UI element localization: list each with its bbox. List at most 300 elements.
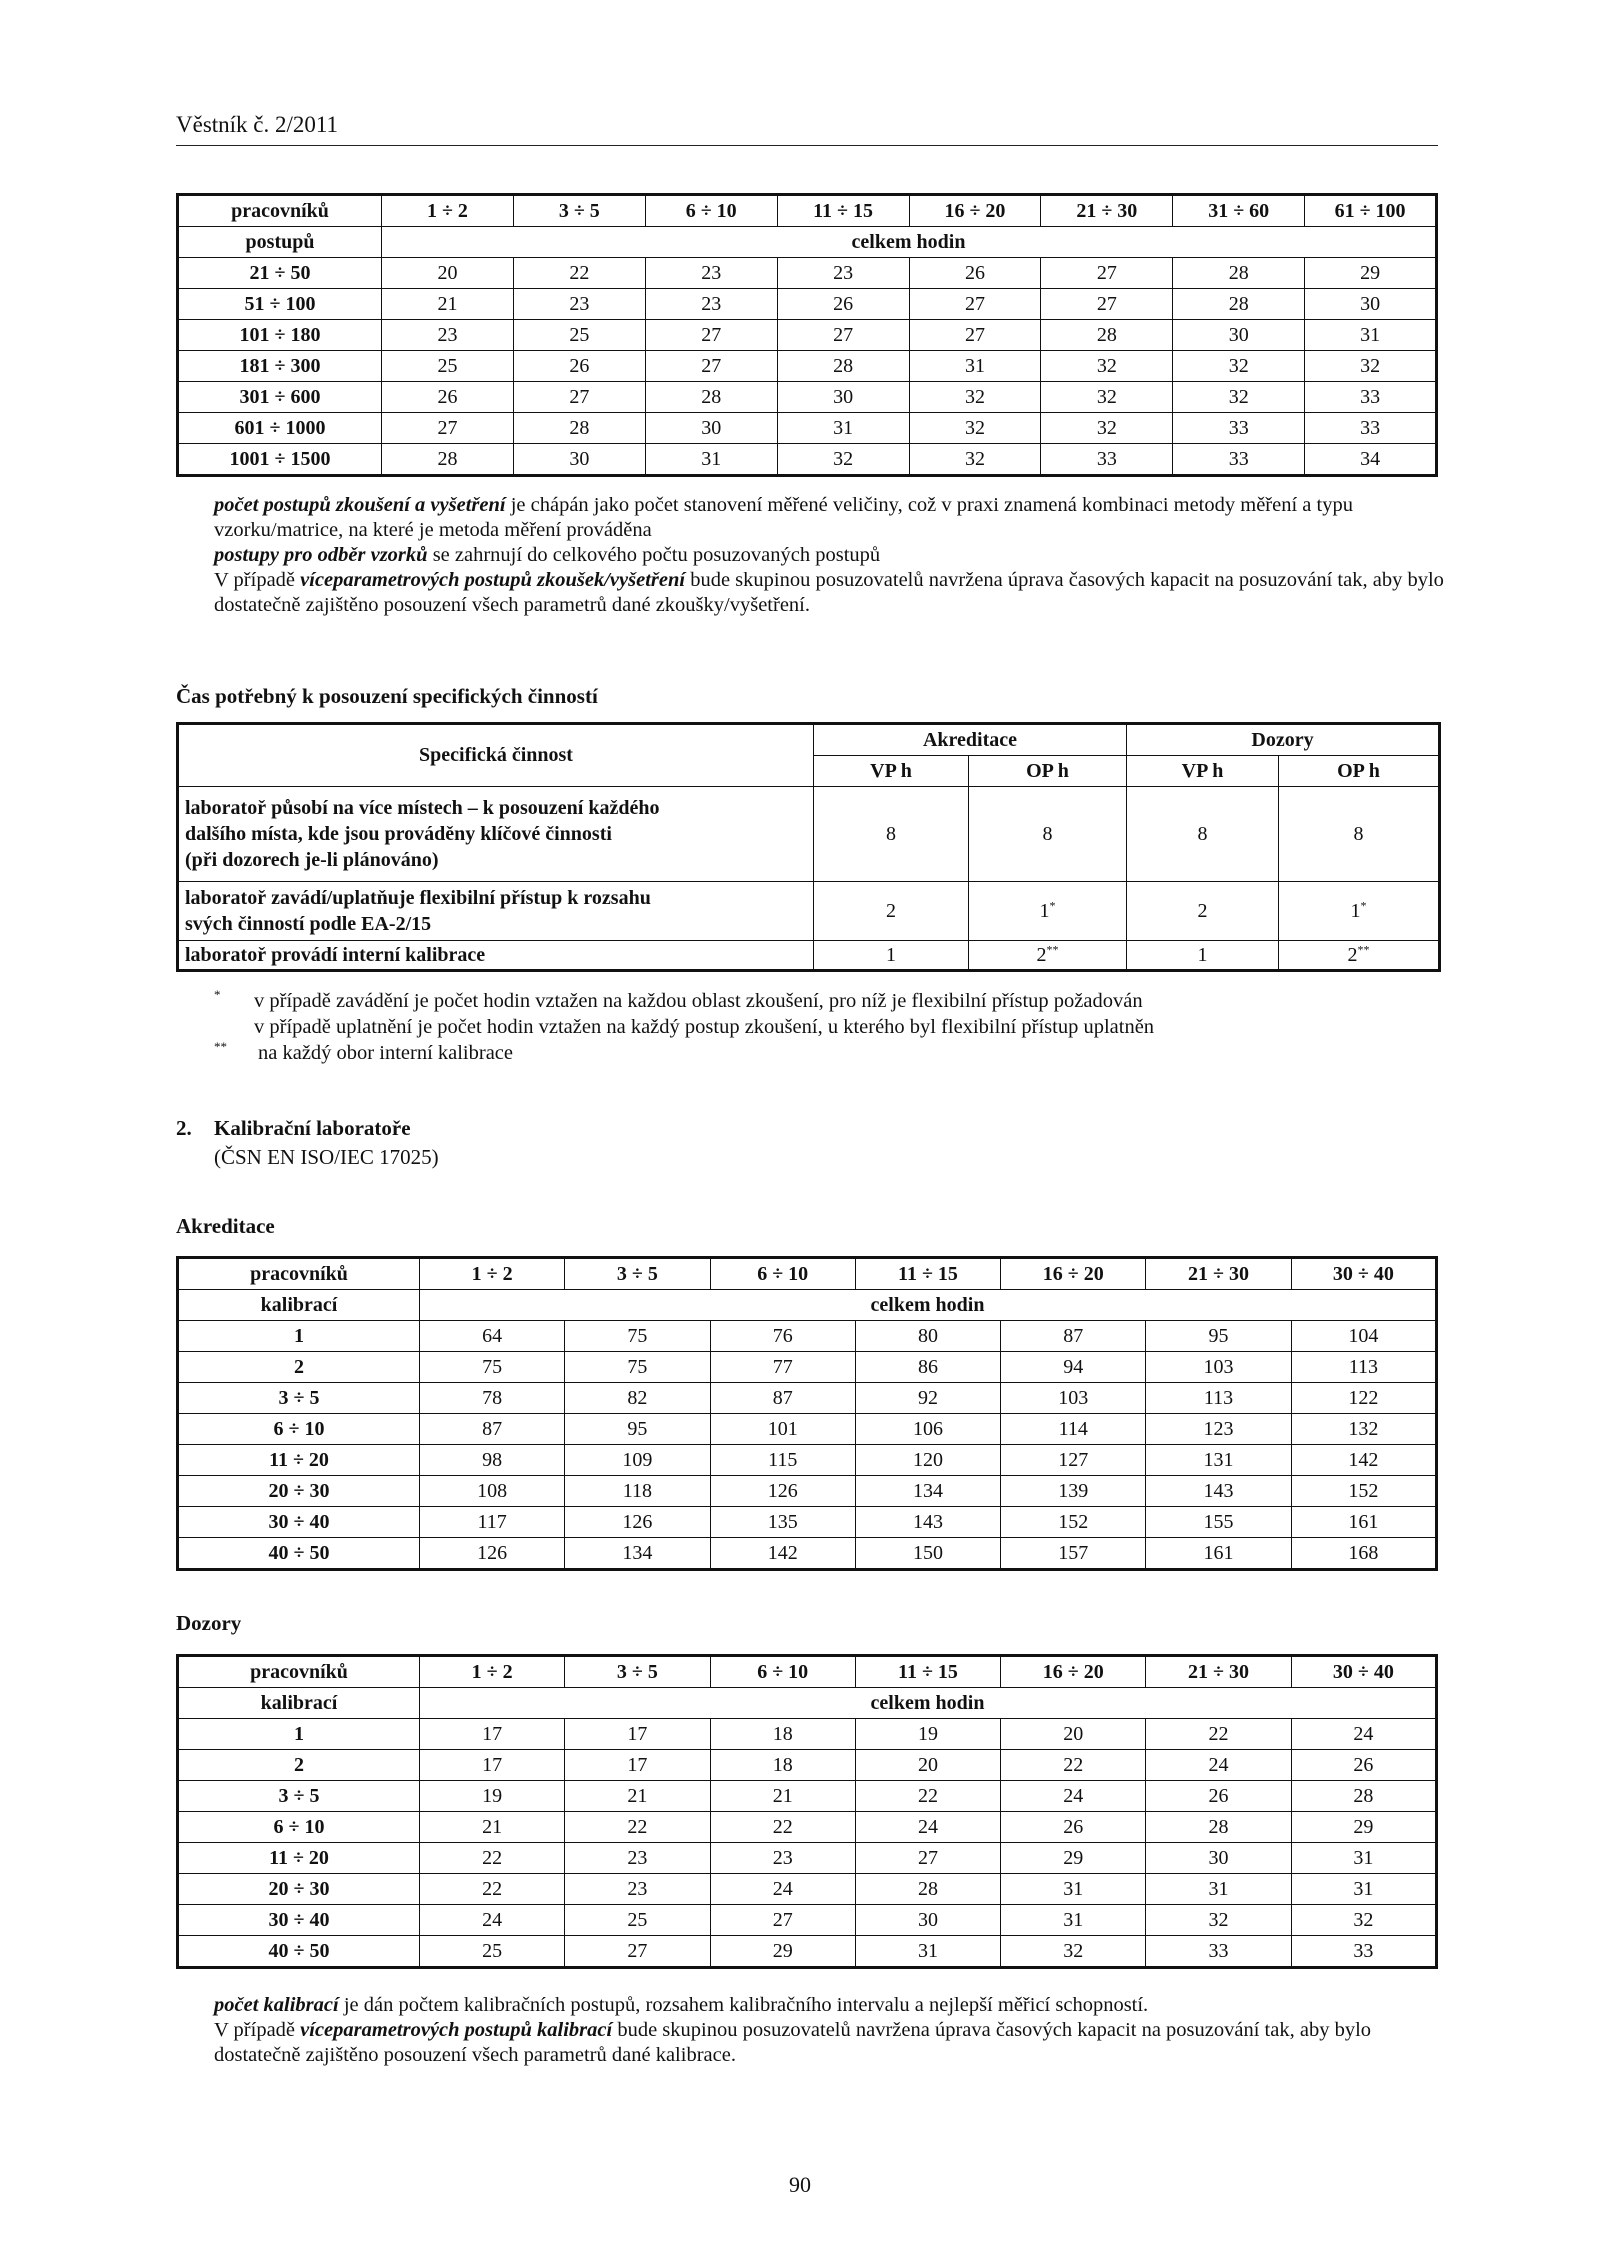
hours-cell: 1*: [1279, 882, 1440, 941]
hours-cell: 28: [1146, 1812, 1291, 1843]
accreditation-calibration-table: [176, 1256, 1438, 1571]
note-text: bude skupinou posuzovatelů navržena úprava časových kapacit na posuzování tak, aby bylo dostatečně zajištěno posouzení všech parametrů dané zkoušky/vyšetření.: [214, 569, 1444, 616]
hours-cell: 28: [1173, 289, 1305, 320]
hours-cell: 134: [565, 1538, 710, 1570]
table-row: [178, 1445, 1437, 1476]
hours-cell: 32: [1173, 382, 1305, 413]
hours-cell: 27: [710, 1905, 855, 1936]
term-bold: víceparametrových postupů zkoušek/vyšetření: [300, 569, 686, 591]
hours-cell: 143: [855, 1507, 1000, 1538]
hours-cell: 28: [777, 351, 909, 382]
hours-cell: 1: [1127, 941, 1279, 971]
note-text: V případě: [214, 2019, 301, 2041]
calibration-notes: [214, 1993, 1444, 2068]
accreditation-group-header: Akreditace: [814, 724, 1127, 756]
hours-cell: 22: [420, 1874, 565, 1905]
table-row: [178, 1321, 1437, 1352]
column-header: 6 ÷ 10: [645, 195, 777, 227]
column-header: 6 ÷ 10: [710, 1656, 855, 1688]
hours-cell: 31: [1001, 1905, 1146, 1936]
hours-cell: 22: [565, 1812, 710, 1843]
op-hours-header: OP h: [1279, 756, 1440, 787]
hours-cell: 26: [777, 289, 909, 320]
hours-cell: 127: [1001, 1445, 1146, 1476]
hours-cell: 28: [1041, 320, 1173, 351]
hours-cell: 115: [710, 1445, 855, 1476]
section-heading: Kalibrační laboratoře: [214, 1116, 411, 1140]
procedures-hours-table: [176, 193, 1438, 477]
hours-cell: 25: [513, 320, 645, 351]
vp-hours-header: VP h: [814, 756, 969, 787]
hours-cell: 80: [855, 1321, 1000, 1352]
hours-cell: 26: [513, 351, 645, 382]
hours-cell: 24: [420, 1905, 565, 1936]
row-label: 301 ÷ 600: [178, 382, 382, 413]
table-row: [178, 1414, 1437, 1445]
note-text: se zahrnují do celkového počtu posuzovaných postupů: [427, 544, 881, 566]
op-hours-header: OP h: [969, 756, 1127, 787]
hours-cell: 32: [909, 444, 1041, 476]
procedures-notes: [214, 493, 1444, 618]
column-header: 21 ÷ 30: [1146, 1656, 1291, 1688]
hours-cell: 17: [420, 1719, 565, 1750]
row-label: 3 ÷ 5: [178, 1383, 420, 1414]
row-label: 101 ÷ 180: [178, 320, 382, 351]
row-label: 40 ÷ 50: [178, 1936, 420, 1968]
hours-cell: 118: [565, 1476, 710, 1507]
table-subheader-row: [178, 227, 1437, 258]
corner-label-calibrations: kalibrací: [178, 1688, 420, 1719]
hours-cell: 24: [1291, 1719, 1436, 1750]
footnote-mark: *: [214, 987, 221, 1002]
note-paragraph: [214, 493, 1444, 543]
table-subheader-row: [178, 1290, 1437, 1321]
activity-line: svých činností podle EA-2/15: [185, 913, 432, 935]
table-row: [178, 320, 1437, 351]
activity-label: [178, 787, 814, 882]
hours-cell: 2: [814, 882, 969, 941]
section-number: 2.: [176, 1116, 192, 1140]
hours-cell: 101: [710, 1414, 855, 1445]
hours-cell: 78: [420, 1383, 565, 1414]
hours-cell: 22: [710, 1812, 855, 1843]
hours-cell: 17: [565, 1750, 710, 1781]
vp-hours-header: VP h: [1127, 756, 1279, 787]
activity-line: (při dozorech je-li plánováno): [185, 849, 439, 871]
column-header: 31 ÷ 60: [1173, 195, 1305, 227]
table-header-row: [178, 1258, 1437, 1290]
hours-cell: 21: [420, 1812, 565, 1843]
footnote-mark: **: [214, 1039, 227, 1054]
hours-cell: 161: [1146, 1538, 1291, 1570]
table-row: [178, 1781, 1437, 1812]
column-header: 11 ÷ 15: [855, 1656, 1000, 1688]
hours-cell: 75: [420, 1352, 565, 1383]
table-row: [178, 1936, 1437, 1968]
column-header: 1 ÷ 2: [420, 1656, 565, 1688]
hours-cell: 31: [1146, 1874, 1291, 1905]
hours-cell: 23: [565, 1874, 710, 1905]
hours-cell: 87: [420, 1414, 565, 1445]
activity-line: laboratoř zavádí/uplatňuje flexibilní přístup k rozsahu: [185, 887, 651, 909]
footnote-text: v případě uplatnění je počet hodin vztažen na každý postup zkoušení, u kterého byl flexibilní přístup uplatněn: [254, 1016, 1155, 1038]
hours-cell: 31: [777, 413, 909, 444]
row-label: 1: [178, 1321, 420, 1352]
hours-cell: 28: [1291, 1781, 1436, 1812]
hours-cell: 94: [1001, 1352, 1146, 1383]
hours-cell: 23: [565, 1843, 710, 1874]
row-label: 1001 ÷ 1500: [178, 444, 382, 476]
hours-cell: 150: [855, 1538, 1000, 1570]
table-row: [178, 382, 1437, 413]
row-label: 51 ÷ 100: [178, 289, 382, 320]
activity-label: [178, 882, 814, 941]
hours-cell: 168: [1291, 1538, 1436, 1570]
hours-cell: 20: [382, 258, 514, 289]
hours-cell: 30: [1173, 320, 1305, 351]
hours-cell: 27: [645, 351, 777, 382]
hours-cell: 19: [855, 1719, 1000, 1750]
term-bold: počet kalibrací: [214, 1994, 339, 2016]
hours-cell: 25: [382, 351, 514, 382]
note-paragraph: [214, 568, 1444, 618]
hours-cell: 20: [1001, 1719, 1146, 1750]
hours-cell: 29: [1001, 1843, 1146, 1874]
hours-cell: 26: [382, 382, 514, 413]
hours-cell: 108: [420, 1476, 565, 1507]
hours-cell: 86: [855, 1352, 1000, 1383]
hours-cell: 76: [710, 1321, 855, 1352]
hours-cell: 24: [855, 1812, 1000, 1843]
activity-column-header: Specifická činnost: [178, 724, 814, 787]
note-text: je dán počtem kalibračních postupů, rozsahem kalibračního intervalu a nejlepší měřicí schopností.: [338, 1994, 1149, 2016]
column-header: 6 ÷ 10: [710, 1258, 855, 1290]
hours-cell: 8: [1279, 787, 1440, 882]
hours-cell: 27: [909, 320, 1041, 351]
corner-label-workers: pracovníků: [178, 195, 382, 227]
table-row: [178, 941, 1440, 971]
surveillance-group-header: Dozory: [1127, 724, 1440, 756]
total-hours-label: celkem hodin: [420, 1290, 1437, 1321]
table-row: [178, 1905, 1437, 1936]
hours-cell: 139: [1001, 1476, 1146, 1507]
hours-cell: 32: [1041, 351, 1173, 382]
hours-cell: 23: [645, 258, 777, 289]
accreditation-caption: Akreditace: [176, 1214, 275, 1238]
row-label: 21 ÷ 50: [178, 258, 382, 289]
section-subheading: (ČSN EN ISO/IEC 17025): [214, 1145, 439, 1169]
hours-cell: 33: [1305, 413, 1437, 444]
hours-cell: 8: [969, 787, 1127, 882]
hours-cell: 30: [855, 1905, 1000, 1936]
hours-cell: 33: [1146, 1936, 1291, 1968]
table-subheader-row: [178, 1688, 1437, 1719]
hours-cell: 34: [1305, 444, 1437, 476]
table-row: [178, 289, 1437, 320]
hours-cell: 31: [1291, 1874, 1436, 1905]
hours-cell: 32: [1291, 1905, 1436, 1936]
hours-cell: 33: [1305, 382, 1437, 413]
hours-cell: 32: [1001, 1936, 1146, 1968]
table-row: [178, 1383, 1437, 1414]
note-text: V případě: [214, 569, 301, 591]
hours-cell: 32: [909, 382, 1041, 413]
hours-cell: 30: [1305, 289, 1437, 320]
column-header: 3 ÷ 5: [565, 1656, 710, 1688]
term-bold: víceparametrových postupů kalibrací: [300, 2019, 613, 2041]
hours-cell: 122: [1291, 1383, 1436, 1414]
row-label: 30 ÷ 40: [178, 1507, 420, 1538]
table-header-row: [178, 1656, 1437, 1688]
hours-cell: 27: [1041, 258, 1173, 289]
row-label: 20 ÷ 30: [178, 1874, 420, 1905]
hours-cell: 18: [710, 1719, 855, 1750]
row-label: 6 ÷ 10: [178, 1414, 420, 1445]
table-header-row: [178, 724, 1440, 756]
row-label: 11 ÷ 20: [178, 1445, 420, 1476]
corner-label-procedures: postupů: [178, 227, 382, 258]
column-header: 16 ÷ 20: [909, 195, 1041, 227]
note-text: je chápán jako počet stanovení měřené veličiny, což v praxi znamená kombinaci metody měření a typu vzorku/matrice, na které je metoda měření prováděna: [214, 494, 1353, 541]
specific-activities-table: [176, 722, 1441, 972]
hours-cell: 131: [1146, 1445, 1291, 1476]
table-row: [178, 351, 1437, 382]
activity-label: [178, 941, 814, 971]
hours-cell: 103: [1146, 1352, 1291, 1383]
hours-cell: 27: [855, 1843, 1000, 1874]
hours-cell: 106: [855, 1414, 1000, 1445]
surveillance-caption: Dozory: [176, 1611, 242, 1635]
column-header: 3 ÷ 5: [513, 195, 645, 227]
hours-cell: 95: [1146, 1321, 1291, 1352]
hours-cell: 2: [1127, 882, 1279, 941]
hours-cell: 30: [645, 413, 777, 444]
hours-cell: 22: [1001, 1750, 1146, 1781]
hours-cell: 28: [1173, 258, 1305, 289]
column-header: 16 ÷ 20: [1001, 1258, 1146, 1290]
hours-cell: 20: [855, 1750, 1000, 1781]
page-number: 90: [789, 2172, 811, 2197]
corner-label-calibrations: kalibrací: [178, 1290, 420, 1321]
column-header: 61 ÷ 100: [1305, 195, 1437, 227]
hours-cell: 30: [1146, 1843, 1291, 1874]
hours-cell: 87: [710, 1383, 855, 1414]
hours-cell: 27: [513, 382, 645, 413]
total-hours-label: celkem hodin: [382, 227, 1437, 258]
hours-cell: 109: [565, 1445, 710, 1476]
hours-cell: 29: [710, 1936, 855, 1968]
hours-cell: 113: [1291, 1352, 1436, 1383]
hours-cell: 19: [420, 1781, 565, 1812]
hours-cell: 26: [1146, 1781, 1291, 1812]
hours-cell: 22: [513, 258, 645, 289]
hours-cell: 64: [420, 1321, 565, 1352]
row-label: 2: [178, 1352, 420, 1383]
hours-cell: 87: [1001, 1321, 1146, 1352]
table-header-row: [178, 195, 1437, 227]
hours-cell: 33: [1291, 1936, 1436, 1968]
hours-cell: 22: [420, 1843, 565, 1874]
hours-cell: 8: [814, 787, 969, 882]
hours-cell: 32: [1041, 382, 1173, 413]
table-row: [178, 1812, 1437, 1843]
table-row: [178, 413, 1437, 444]
hours-cell: 117: [420, 1507, 565, 1538]
hours-cell: 26: [1291, 1750, 1436, 1781]
hours-cell: 17: [420, 1750, 565, 1781]
hours-cell: 120: [855, 1445, 1000, 1476]
hours-cell: 155: [1146, 1507, 1291, 1538]
term-bold: postupy pro odběr vzorků: [214, 544, 428, 566]
hours-cell: 23: [382, 320, 514, 351]
hours-cell: 23: [645, 289, 777, 320]
header-divider: [176, 145, 1438, 146]
hours-cell: 24: [710, 1874, 855, 1905]
column-header: 21 ÷ 30: [1146, 1258, 1291, 1290]
table-row: [178, 1352, 1437, 1383]
hours-cell: 75: [565, 1321, 710, 1352]
hours-cell: 30: [777, 382, 909, 413]
row-label: 6 ÷ 10: [178, 1812, 420, 1843]
hours-cell: 152: [1001, 1507, 1146, 1538]
column-header: 1 ÷ 2: [382, 195, 514, 227]
table-row: [178, 258, 1437, 289]
hours-cell: 32: [1146, 1905, 1291, 1936]
row-label: 20 ÷ 30: [178, 1476, 420, 1507]
table-row: [178, 1874, 1437, 1905]
hours-cell: 25: [565, 1905, 710, 1936]
hours-cell: 31: [855, 1936, 1000, 1968]
hours-cell: 103: [1001, 1383, 1146, 1414]
column-header: 1 ÷ 2: [420, 1258, 565, 1290]
surveillance-calibration-table: [176, 1654, 1438, 1969]
total-hours-label: celkem hodin: [420, 1688, 1437, 1719]
hours-cell: 142: [1291, 1445, 1436, 1476]
hours-cell: 23: [777, 258, 909, 289]
hours-cell: 24: [1146, 1750, 1291, 1781]
journal-title: Věstník č. 2/2011: [176, 112, 339, 137]
hours-cell: 95: [565, 1414, 710, 1445]
table-row: [178, 1843, 1437, 1874]
corner-label-workers: pracovníků: [178, 1656, 420, 1688]
hours-cell: 32: [909, 413, 1041, 444]
hours-cell: 27: [382, 413, 514, 444]
hours-cell: 31: [645, 444, 777, 476]
hours-cell: 28: [855, 1874, 1000, 1905]
table-row: [178, 1750, 1437, 1781]
hours-cell: 82: [565, 1383, 710, 1414]
row-label: 3 ÷ 5: [178, 1781, 420, 1812]
hours-cell: 32: [1305, 351, 1437, 382]
hours-cell: 143: [1146, 1476, 1291, 1507]
row-label: 40 ÷ 50: [178, 1538, 420, 1570]
specific-activities-heading: Čas potřebný k posouzení specifických činností: [176, 684, 598, 708]
hours-cell: 28: [513, 413, 645, 444]
table-row: [178, 882, 1440, 941]
row-label: 1: [178, 1719, 420, 1750]
hours-cell: 27: [909, 289, 1041, 320]
hours-cell: 31: [909, 351, 1041, 382]
row-label: 181 ÷ 300: [178, 351, 382, 382]
hours-cell: 126: [710, 1476, 855, 1507]
table-row: [178, 1719, 1437, 1750]
hours-cell: 98: [420, 1445, 565, 1476]
hours-cell: 114: [1001, 1414, 1146, 1445]
hours-cell: 30: [513, 444, 645, 476]
hours-cell: 1: [814, 941, 969, 971]
column-header: 11 ÷ 15: [855, 1258, 1000, 1290]
hours-cell: 77: [710, 1352, 855, 1383]
hours-cell: 18: [710, 1750, 855, 1781]
hours-cell: 27: [645, 320, 777, 351]
hours-cell: 23: [710, 1843, 855, 1874]
hours-cell: 132: [1291, 1414, 1436, 1445]
hours-cell: 161: [1291, 1507, 1436, 1538]
footnote-text: na každý obor interní kalibrace: [258, 1042, 513, 1064]
hours-cell: 25: [420, 1936, 565, 1968]
row-label: 601 ÷ 1000: [178, 413, 382, 444]
column-header: 30 ÷ 40: [1291, 1656, 1436, 1688]
table-row: [178, 1507, 1437, 1538]
table-row: [178, 1476, 1437, 1507]
hours-cell: 26: [1001, 1812, 1146, 1843]
row-label: 2: [178, 1750, 420, 1781]
note-paragraph: [214, 2018, 1444, 2068]
hours-cell: 75: [565, 1352, 710, 1383]
hours-cell: 113: [1146, 1383, 1291, 1414]
hours-cell: 157: [1001, 1538, 1146, 1570]
hours-cell: 142: [710, 1538, 855, 1570]
hours-cell: 33: [1173, 444, 1305, 476]
hours-cell: 21: [382, 289, 514, 320]
hours-cell: 1*: [969, 882, 1127, 941]
note-paragraph: [214, 543, 1444, 568]
hours-cell: 31: [1291, 1843, 1436, 1874]
hours-cell: 32: [777, 444, 909, 476]
note-paragraph: [214, 1993, 1444, 2018]
hours-cell: 21: [710, 1781, 855, 1812]
activity-line: laboratoř provádí interní kalibrace: [185, 944, 486, 966]
hours-cell: 26: [909, 258, 1041, 289]
hours-cell: 29: [1305, 258, 1437, 289]
column-header: 3 ÷ 5: [565, 1258, 710, 1290]
column-header: 11 ÷ 15: [777, 195, 909, 227]
activity-line: laboratoř působí na více místech – k posouzení každého: [185, 797, 660, 819]
column-header: 21 ÷ 30: [1041, 195, 1173, 227]
hours-cell: 31: [1001, 1874, 1146, 1905]
hours-cell: 135: [710, 1507, 855, 1538]
hours-cell: 126: [565, 1507, 710, 1538]
hours-cell: 2**: [1279, 941, 1440, 971]
hours-cell: 28: [645, 382, 777, 413]
hours-cell: 104: [1291, 1321, 1436, 1352]
hours-cell: 22: [855, 1781, 1000, 1812]
table-row: [178, 1538, 1437, 1570]
hours-cell: 32: [1173, 351, 1305, 382]
hours-cell: 28: [382, 444, 514, 476]
row-label: 30 ÷ 40: [178, 1905, 420, 1936]
table-row: [178, 787, 1440, 882]
hours-cell: 17: [565, 1719, 710, 1750]
hours-cell: 152: [1291, 1476, 1436, 1507]
hours-cell: 123: [1146, 1414, 1291, 1445]
corner-label-workers: pracovníků: [178, 1258, 420, 1290]
hours-cell: 33: [1041, 444, 1173, 476]
hours-cell: 31: [1305, 320, 1437, 351]
hours-cell: 134: [855, 1476, 1000, 1507]
table-row: [178, 444, 1437, 476]
hours-cell: 92: [855, 1383, 1000, 1414]
